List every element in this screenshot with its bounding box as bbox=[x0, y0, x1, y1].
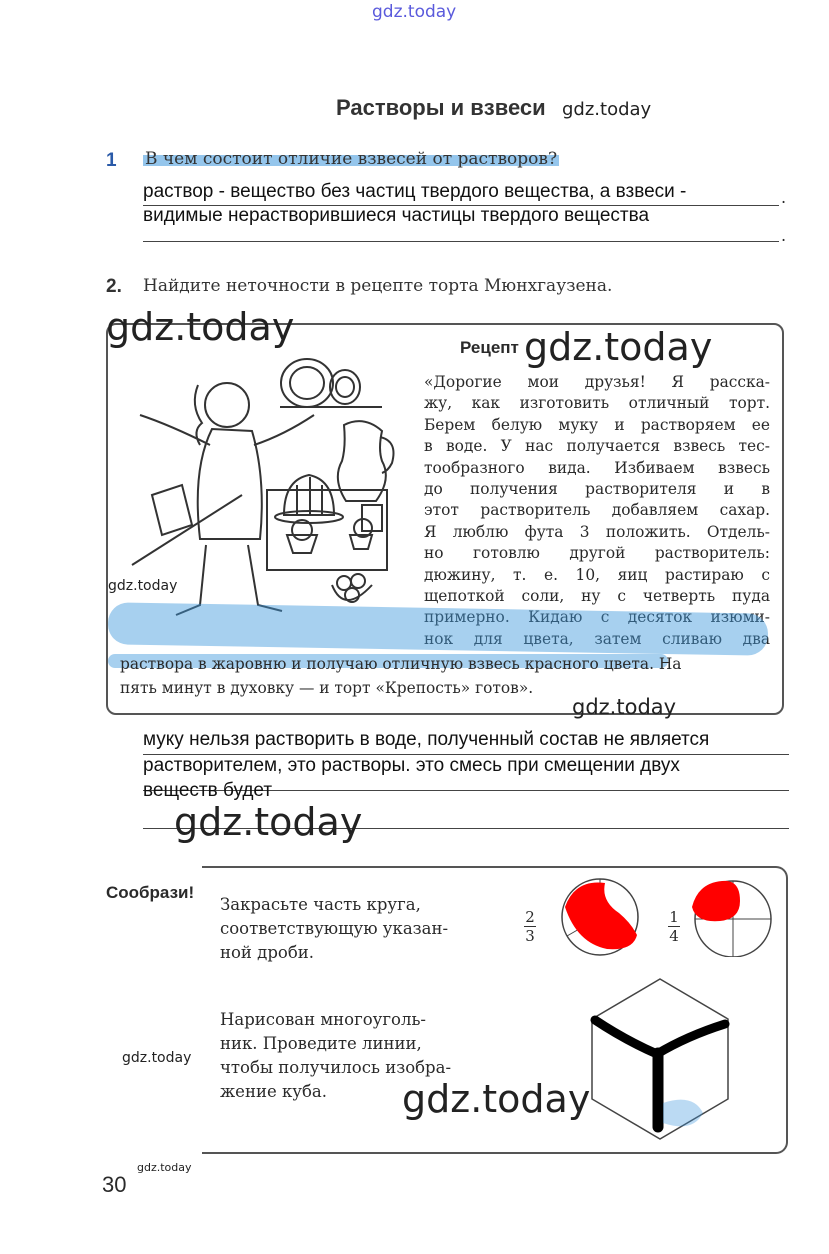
hexagon-cube-drawing[interactable] bbox=[585, 975, 735, 1143]
watermark: gdz.today bbox=[402, 1077, 591, 1121]
recipe-heading: Рецепт bbox=[460, 338, 519, 357]
watermark-top: gdz.today bbox=[372, 2, 457, 22]
recipe-line: щепоткой соли, ну с четверть пуда bbox=[424, 586, 770, 605]
section-title: Растворы и взвеси bbox=[336, 95, 546, 120]
circle-one-quarter[interactable] bbox=[688, 877, 778, 957]
answer-1-line-2: видимые нерастворившиеся частицы твердого вещества bbox=[143, 205, 650, 226]
recipe-line: примерно. Кидаю с десяток изюми- bbox=[424, 608, 770, 627]
line-end-dot: . bbox=[781, 226, 787, 245]
fraction-two-thirds: 2 3 bbox=[525, 908, 535, 945]
answer-2-line-3: веществ будет bbox=[143, 780, 273, 801]
watermark: gdz.today bbox=[106, 305, 295, 349]
recipe-line: дюжину, т. е. 10, яиц растираю с bbox=[424, 565, 770, 584]
recipe-line: в воде. У нас получается взвесь тес- bbox=[424, 437, 770, 456]
question-2-text: Найдите неточности в рецепте торта Мюнхгаузена. bbox=[143, 276, 613, 296]
task-line: Закрасьте часть круга, bbox=[220, 895, 421, 914]
think-label: Сообрази! bbox=[106, 883, 195, 902]
recipe-line: этот растворитель добавляем сахар. bbox=[424, 501, 770, 520]
task-line: ной дроби. bbox=[220, 943, 315, 962]
answer-1-line-1: раствор - вещество без частиц твердого вещества, а взвеси - bbox=[143, 181, 687, 202]
page-number: 30 bbox=[102, 1172, 127, 1197]
answer-2-line-2: растворителем, это растворы. это смесь при смещении двух bbox=[143, 755, 680, 776]
task-line: жение куба. bbox=[220, 1082, 327, 1101]
recipe-line: Берем белую муку и растворяем ее bbox=[424, 415, 770, 434]
watermark: gdz.today bbox=[562, 99, 652, 120]
task-line: чтобы получилось изобра- bbox=[220, 1058, 452, 1077]
recipe-line: Я люблю фута 3 положить. Отдель- bbox=[424, 522, 770, 541]
recipe-line: но готовлю другой растворитель: bbox=[424, 544, 770, 563]
recipe-line: «Дорогие мои друзья! Я расска- bbox=[424, 373, 770, 391]
recipe-line: пять минут в духовку — и торт «Крепость» готов». bbox=[120, 679, 534, 697]
watermark: gdz.today bbox=[174, 800, 363, 844]
question-1-number: 1 bbox=[106, 150, 117, 171]
task-line: Нарисован многоуголь- bbox=[220, 1010, 427, 1029]
task-line: ник. Проведите линии, bbox=[220, 1034, 422, 1053]
circle-two-thirds[interactable] bbox=[555, 877, 645, 957]
answer-2-line-1: муку нельзя растворить в воде, полученный состав не является bbox=[143, 729, 710, 750]
recipe-line: нок для цвета, затем сливаю два bbox=[424, 629, 770, 648]
recipe-line: жу, как изготовить отличный торт. bbox=[424, 394, 770, 413]
watermark: gdz.today bbox=[108, 578, 178, 594]
watermark: gdz.today bbox=[524, 325, 713, 369]
recipe-line: раствора в жаровню и получаю отличную взвесь красного цвета. На bbox=[120, 655, 682, 673]
watermark: gdz.today bbox=[137, 1161, 192, 1174]
line-end-dot: . bbox=[781, 188, 787, 207]
recipe-line: тообразного вида. Избиваем взвесь bbox=[424, 458, 770, 477]
watermark: gdz.today bbox=[122, 1050, 192, 1066]
watermark: gdz.today bbox=[572, 695, 677, 719]
fraction-one-quarter: 1 4 bbox=[669, 908, 679, 945]
task-line: соответствующую указан- bbox=[220, 919, 449, 938]
question-1-text: В чем состоит отличие взвесей от растворов? bbox=[145, 149, 558, 169]
task-1-text bbox=[220, 893, 448, 965]
question-2-number: 2. bbox=[106, 276, 122, 297]
recipe-line: до получения растворителя и в bbox=[424, 479, 770, 498]
